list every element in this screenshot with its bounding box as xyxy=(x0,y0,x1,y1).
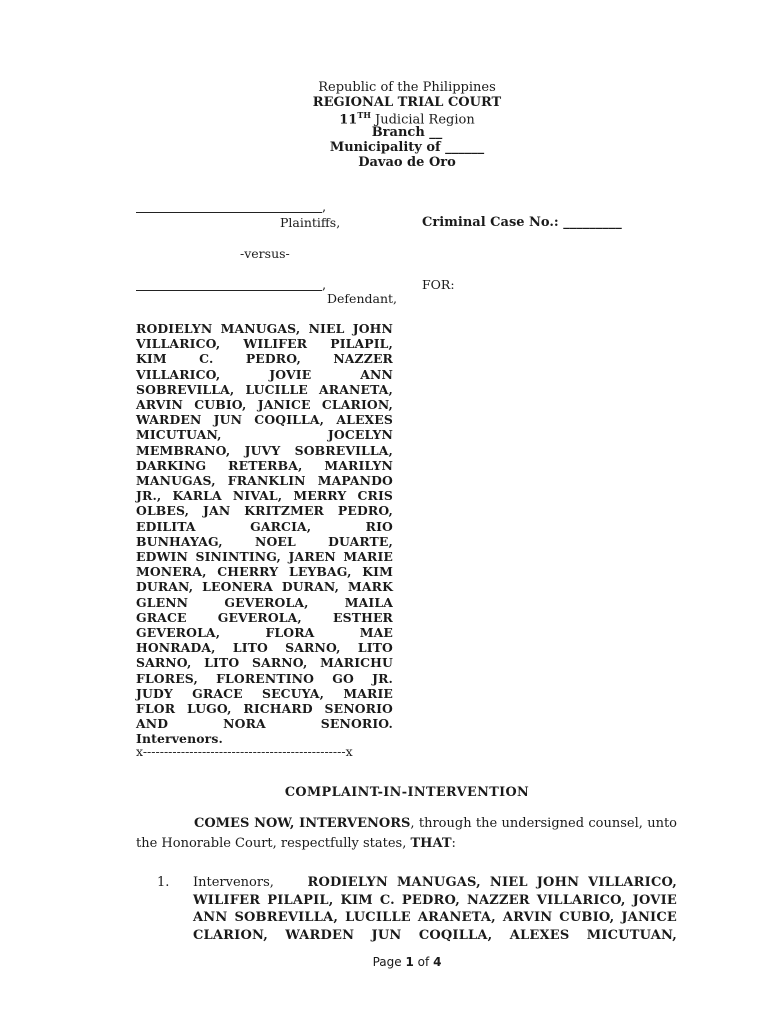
intro-bold: COMES NOW, INTERVENORS xyxy=(194,816,411,831)
intro-that: THAT xyxy=(410,836,452,851)
item-number: 1. xyxy=(157,875,170,890)
page-footer xyxy=(0,955,768,969)
item-line: ANN SOBREVILLA, LUCILLE ARANETA, ARVIN CUBIO, JANICE xyxy=(193,910,677,925)
intervenor-line: JR., KARLA NIVAL, MERRY CRIS xyxy=(136,488,393,504)
versus-label: -versus- xyxy=(240,246,290,261)
intervenor-line: BUNHAYAG, NOEL DUARTE, xyxy=(136,533,393,549)
intervenor-line: RODIELYN MANUGAS, NIEL JOHN xyxy=(136,321,393,336)
plaintiffs-comma: , xyxy=(322,200,327,215)
document-title: COMPLAINT-IN-INTERVENTION xyxy=(284,785,530,800)
plaintiffs-blank-line xyxy=(136,212,322,213)
intervenor-line: GEVEROLA, FLORA MAE xyxy=(136,625,393,641)
intro-paragraph xyxy=(136,814,677,854)
item-line xyxy=(193,874,677,892)
defendant-blank-line xyxy=(136,290,322,291)
intervenor-line: JUDY GRACE SECUYA, MARIE xyxy=(136,685,393,701)
region-superscript: TH xyxy=(357,110,371,120)
defendant-comma: , xyxy=(322,278,327,293)
item-bold-text: RODIELYN MANUGAS, NIEL JOHN VILLARICO, xyxy=(307,875,677,890)
intervenor-line: VILLARICO, WILIFER PILAPIL, xyxy=(136,336,393,352)
intervenor-line: EDWIN SININTING, JAREN MARIE xyxy=(136,549,393,565)
intervenors-label: Intervenors. xyxy=(136,731,223,747)
intervenor-line: FLORES, FLORENTINO GO JR. xyxy=(136,670,393,686)
intervenor-line: SOBREVILLA, LUCILLE ARANETA, xyxy=(136,381,393,397)
republic-line: Republic of the Philippines xyxy=(318,80,496,95)
intervenor-line: OLBES, JAN KRITZMER PEDRO, xyxy=(136,503,393,519)
item-body xyxy=(193,874,677,944)
intervenor-line: DURAN, LEONERA DURAN, MARK xyxy=(136,579,393,595)
item-line: WILIFER PILAPIL, KIM C. PEDRO, NAZZER VILLARICO, JOVIE xyxy=(193,892,677,908)
item-line: CLARION, WARDEN JUN COQILLA, ALEXES MICUTUAN, xyxy=(193,927,677,943)
court-name: REGIONAL TRIAL COURT xyxy=(312,95,502,110)
intervenor-line: GRACE GEVEROLA, ESTHER xyxy=(136,609,393,625)
region-text: Judicial Region xyxy=(375,112,475,128)
province-line: Davao de Oro xyxy=(358,155,456,170)
caption-separator: x------------------------------------------------x xyxy=(136,744,353,759)
intervenor-line: MEMBRANO, JUVY SOBREVILLA, xyxy=(136,442,393,458)
intervenor-line: FLOR LUGO, RICHARD SENORIO xyxy=(136,701,393,717)
intervenor-line: KIM C. PEDRO, NAZZER xyxy=(136,351,393,367)
branch-line: Branch __ xyxy=(371,125,443,140)
item-lead: Intervenors, xyxy=(193,875,274,890)
region-number: 11 xyxy=(339,112,358,128)
plaintiffs-label: Plaintiffs, xyxy=(280,215,341,230)
intervenor-line: GLENN GEVEROLA, MAILA xyxy=(136,594,393,610)
intervenor-line: EDILITA GARCIA, RIO xyxy=(136,518,393,534)
intervenor-line: ARVIN CUBIO, JANICE CLARION, xyxy=(136,397,393,413)
municipality-line: Municipality of ______ xyxy=(329,140,485,155)
intervenor-line: MANUGAS, FRANKLIN MAPANDO xyxy=(136,473,393,489)
page-of: of xyxy=(417,955,430,969)
intervenor-line: AND NORA SENORIO. xyxy=(136,716,393,732)
intervenor-line: MICUTUAN, JOCELYN xyxy=(136,427,393,443)
intervenor-line: DARKING RETERBA, MARILYN xyxy=(136,457,393,473)
criminal-case-label: Criminal Case No.: _________ xyxy=(422,215,622,230)
intervenor-line: MONERA, CHERRY LEYBAG, KIM xyxy=(136,564,393,580)
intervenor-line: VILLARICO, JOVIE ANN xyxy=(136,366,393,382)
intervenor-line: HONRADA, LITO SARNO, LITO xyxy=(136,640,393,656)
page-total: 4 xyxy=(433,955,442,969)
intro-end: : xyxy=(451,836,456,851)
page-number: 1 xyxy=(405,955,414,969)
intro-text: , through the undersigned counsel, unto the Honorable Court, respectfully states, xyxy=(136,816,678,851)
intervenors-list xyxy=(136,321,393,747)
defendant-label: Defendant, xyxy=(327,291,397,306)
intervenor-line: SARNO, LITO SARNO, MARICHU xyxy=(136,655,393,671)
for-label: FOR: xyxy=(422,277,455,292)
intervenor-line: WARDEN JUN COQILLA, ALEXES xyxy=(136,412,393,428)
page-prefix: Page xyxy=(372,955,402,969)
